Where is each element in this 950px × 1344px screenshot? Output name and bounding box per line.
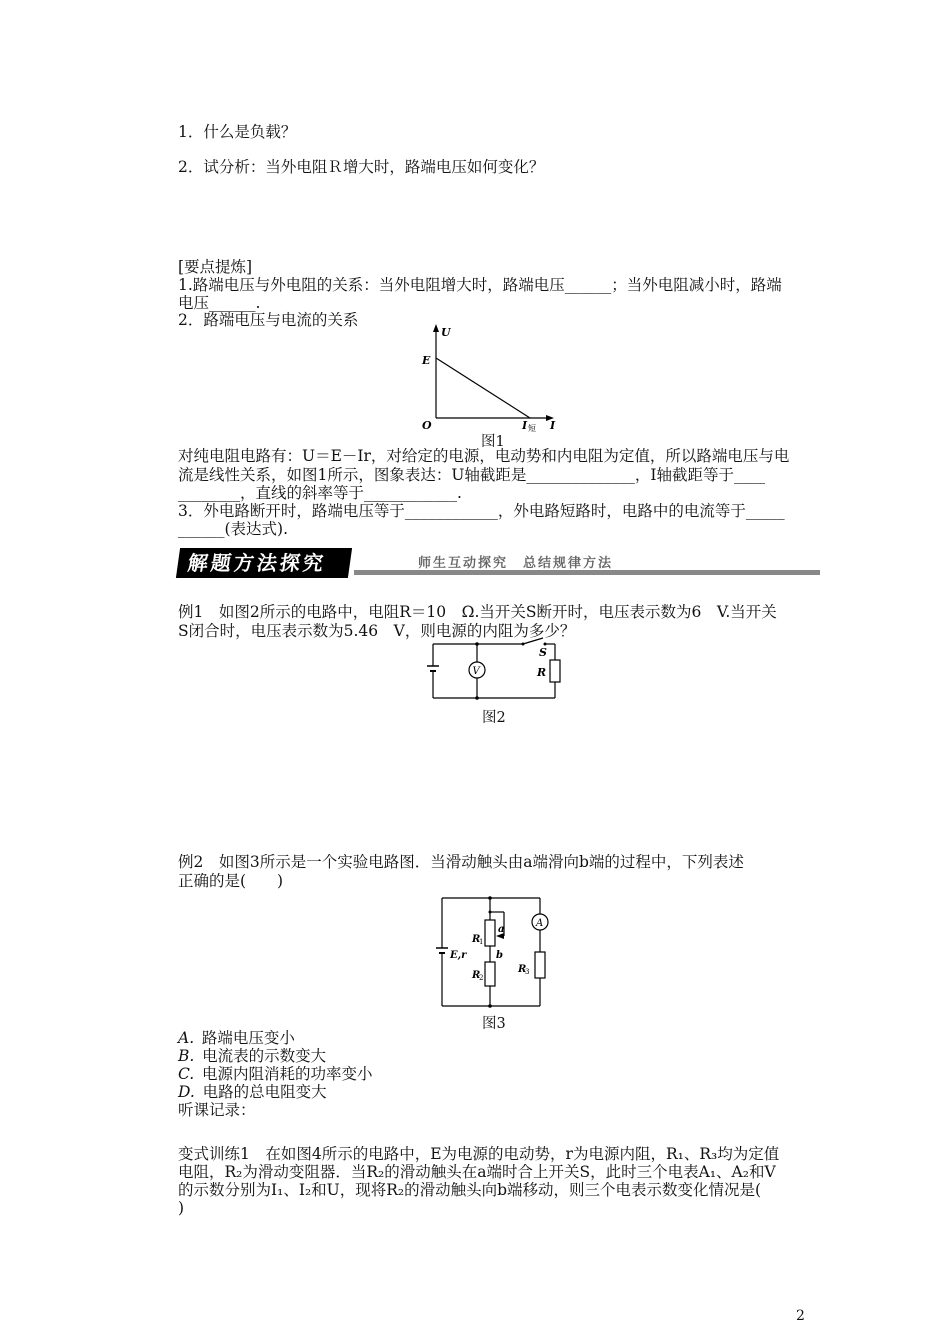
option-b-letter: B. [178, 1047, 195, 1065]
question-1: 1．什么是负载？ [178, 123, 297, 141]
option-a [178, 1029, 818, 1048]
label-r1-sub: 1 [479, 938, 484, 946]
label-r2: R [472, 970, 481, 981]
exercise-1-line1: 变式训练1 在如图4所示的电路中，E为电源的电动势，r为电源内阻，R₁、R₃均为定值 [178, 1145, 780, 1163]
e-intercept-label: E [422, 354, 431, 367]
figure-1-caption: 图1 [481, 434, 505, 450]
resistor-r [550, 660, 560, 682]
figure-1-graph [410, 322, 560, 432]
option-d-letter: D. [178, 1083, 195, 1101]
resistor-r3 [535, 952, 545, 978]
section-banner [178, 548, 820, 580]
key-point-1-line1: 1.路端电压与外电阻的关系：当外电阻增大时，路端电压______；当外电阻减小时，路端 [178, 276, 782, 294]
key-point-1-line2: 电压______. [178, 294, 261, 312]
resistor-r2 [485, 962, 495, 986]
origin-label: O [422, 419, 432, 432]
example-2-line1: 例2 如图3所示是一个实验电路图．当滑动触头由a端滑向b端的过程中，下列表述 [178, 853, 744, 871]
banner-subtitle: 师生互动探究 总结规律方法 [418, 556, 614, 571]
x-axis-label: I [550, 419, 556, 432]
key-point-3-line1: 3．外电路断开时，路端电压等于____________，外电路短路时，电路中的电流等于_____ [178, 502, 785, 520]
label-a: a [498, 924, 505, 935]
label-r3-sub: 3 [525, 968, 530, 976]
key-point-3-line2: ______(表达式). [178, 520, 289, 538]
key-point-2-text-line3: ________，直线的斜率等于____________. [178, 484, 462, 502]
voltmeter-label: V [472, 666, 480, 677]
option-c-text: 电源内阻消耗的功率变小 [201, 1065, 373, 1083]
label-r3: R [518, 964, 527, 975]
label-b: b [496, 950, 503, 961]
example-1-line2: S闭合时，电压表示数为5.46 V，则电源的内阻为多少？ [178, 622, 576, 640]
option-a-letter: A. [178, 1029, 195, 1047]
option-a-text: 路端电压变小 [201, 1029, 295, 1047]
option-c [178, 1065, 818, 1084]
option-d [178, 1083, 818, 1102]
switch-blade [523, 638, 543, 644]
i-intercept-label: I [522, 419, 528, 432]
figure-3-caption: 图3 [482, 1016, 506, 1032]
key-point-2-text-line1: 对纯电阻电路有：U＝E－Ir，对给定的电源，电动势和内电阻为定值，所以路端电压与电 [178, 447, 790, 465]
question-2: 2．试分析：当外电阻Ｒ增大时，路端电压如何变化？ [178, 158, 545, 176]
label-r1: R [472, 934, 481, 945]
figure-2-circuit [425, 636, 570, 706]
ammeter-label: A [536, 918, 544, 929]
exercise-1-line4: ) [178, 1199, 185, 1217]
u-i-line [436, 358, 530, 418]
figure-3-circuit [432, 890, 552, 1012]
exercise-1-line2: 电阻，R₂为滑动变阻器．当R₂的滑动触头在a端时合上开关S，此时三个电表A₁、A₂和V [178, 1163, 776, 1181]
resistor-label: R [537, 666, 547, 679]
option-b [178, 1047, 818, 1066]
banner-title: 解题方法探究 [176, 548, 352, 578]
page-number: 2 [796, 1308, 805, 1324]
example-1-line1: 例1 如图2所示的电路中，电阻R＝10 Ω.当开关S断开时，电压表示数为6 V.当开关 [178, 603, 777, 621]
option-b-text: 电流表的示数变大 [202, 1047, 327, 1065]
lecture-notes-label: 听课记录： [178, 1101, 256, 1119]
y-axis-label: U [441, 326, 451, 339]
example-2-line2: 正确的是( ) [178, 872, 284, 890]
source-label: E,r [450, 950, 467, 961]
option-c-letter: C. [178, 1065, 195, 1083]
key-points-heading: [要点提炼] [178, 258, 253, 276]
exercise-1-line3: 的示数分别为I₁、I₂和U，现将R₂的滑动触头向b端移动，则三个电表示数变化情况是( [178, 1181, 762, 1199]
switch-label: S [539, 646, 547, 659]
option-d-text: 电路的总电阻变大 [202, 1083, 327, 1101]
key-point-2: 2．路端电压与电流的关系 [178, 311, 359, 329]
figure-2-caption: 图2 [482, 710, 506, 726]
y-axis-arrow [433, 324, 439, 332]
resistor-r1 [485, 920, 495, 946]
i-intercept-subscript: 短 [528, 424, 536, 432]
key-point-2-text-line2: 流是线性关系，如图1所示，图象表达：U轴截距是______________，I轴截距等于____ [178, 466, 766, 484]
label-r2-sub: 2 [479, 974, 484, 982]
